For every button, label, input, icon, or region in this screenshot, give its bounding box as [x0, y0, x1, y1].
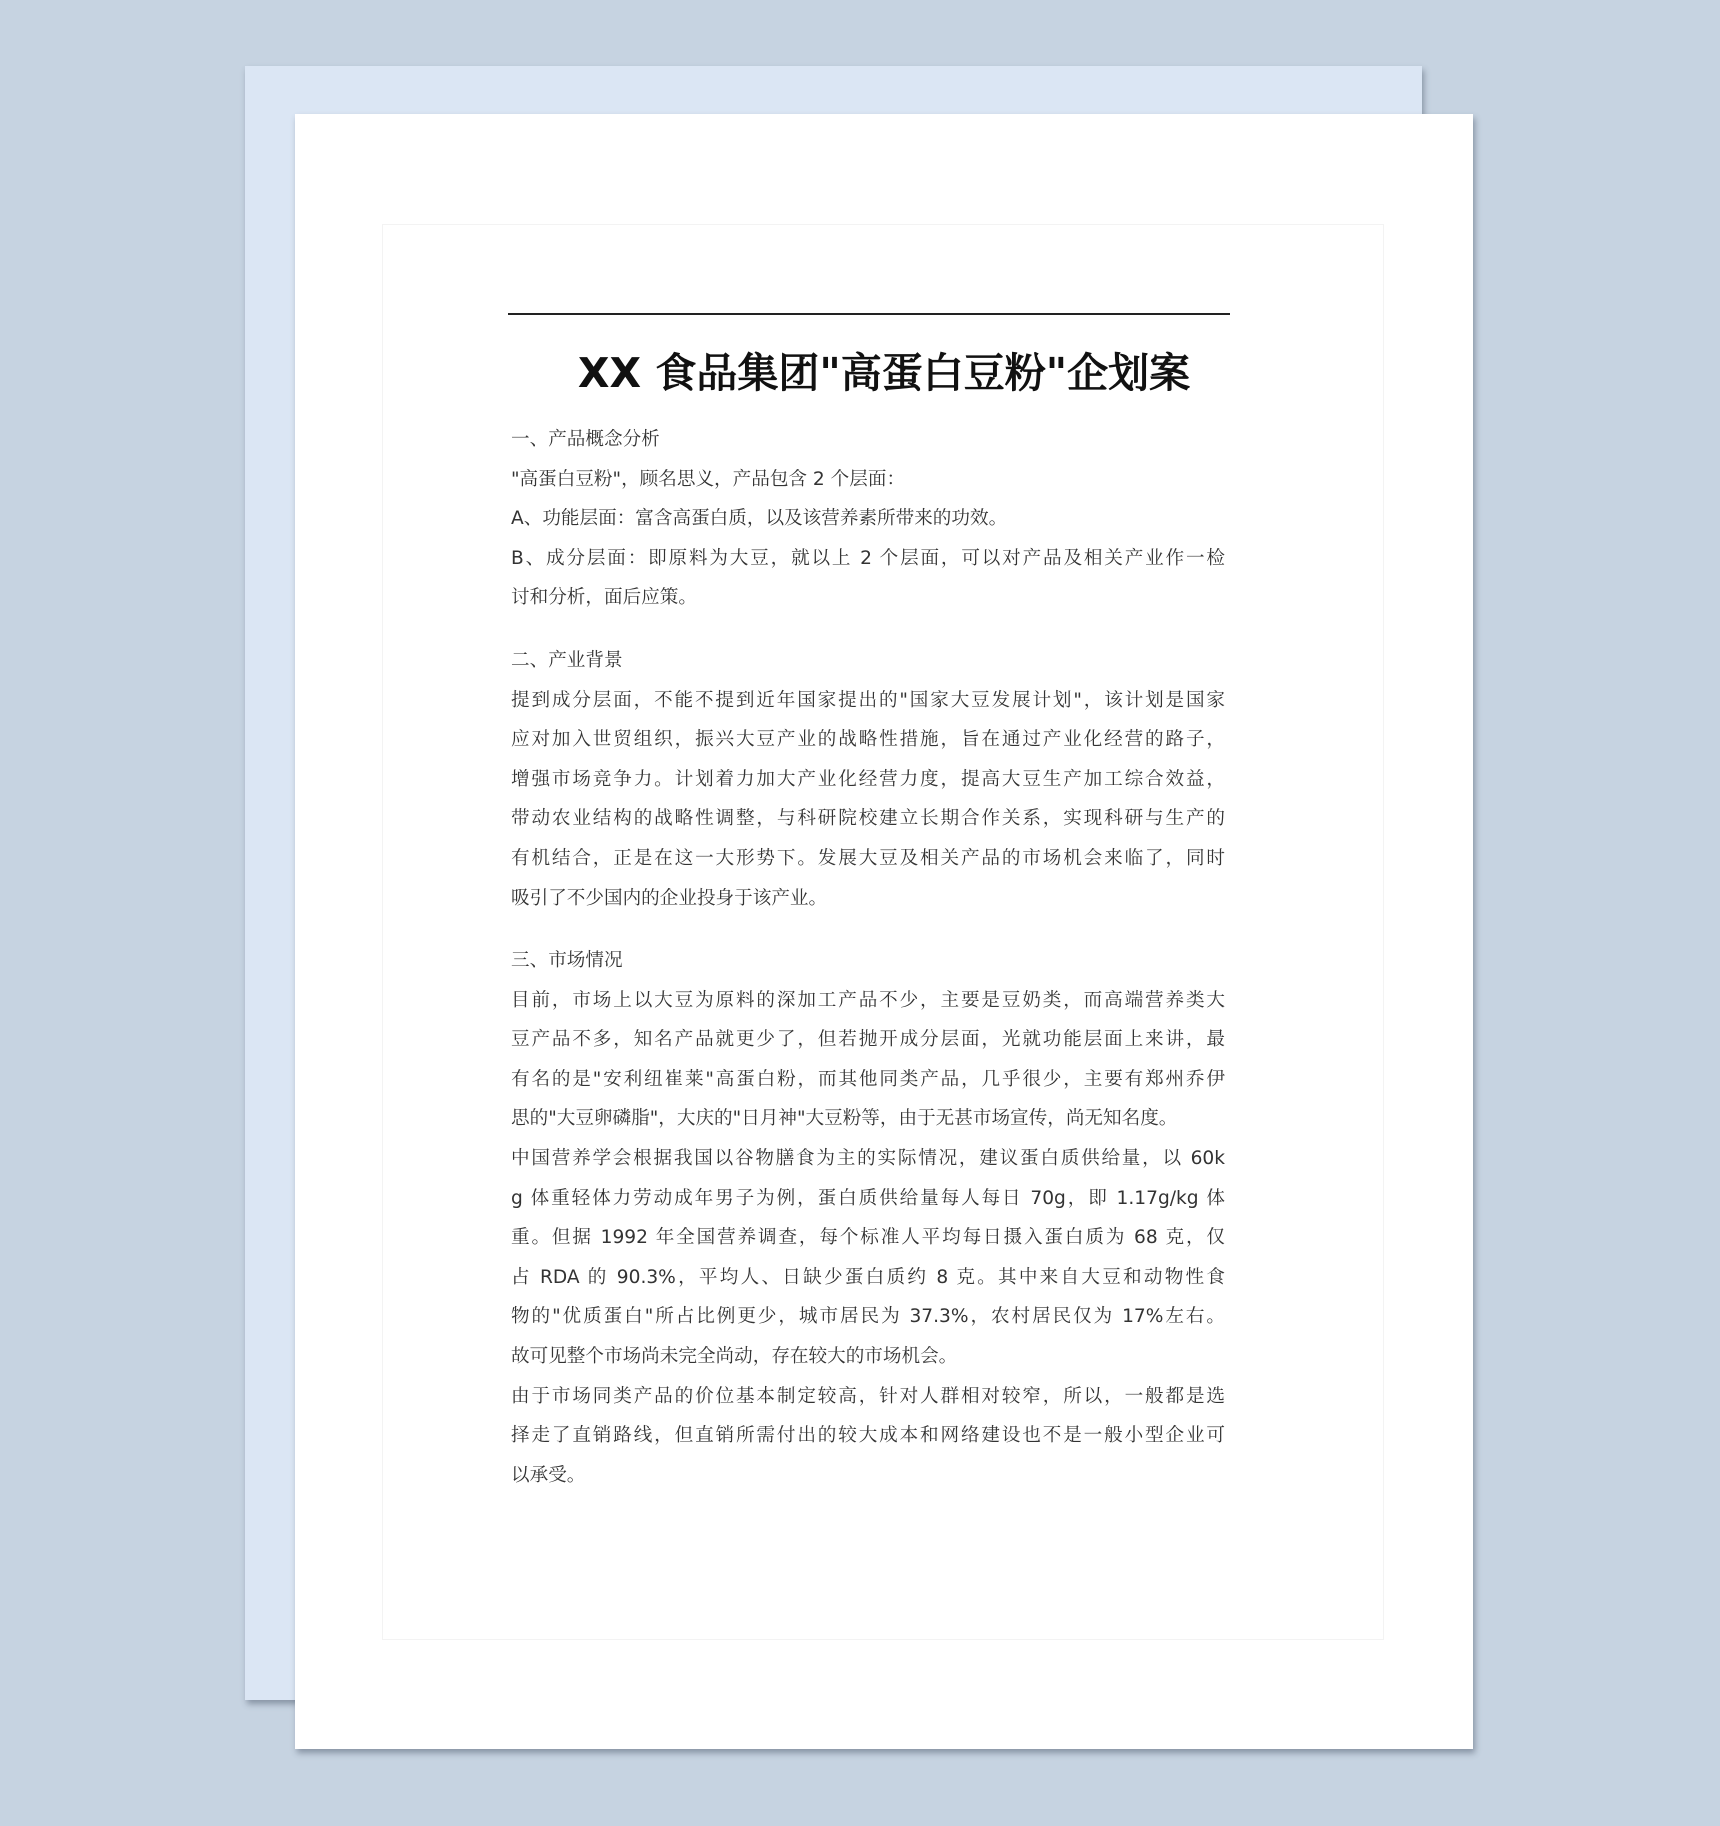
- paragraph-line: 豆产品不多，知名产品就更少了，但若抛开成分层面，光就功能层面上来讲，最: [511, 1029, 1225, 1051]
- paragraph-line: 重。但据 1992 年全国营养调查，每个标准人平均每日摄入蛋白质为 68 克，仅: [511, 1227, 1225, 1249]
- section-heading: 三、市场情况: [511, 950, 623, 971]
- document-title: [445, 344, 1323, 402]
- document-page: [295, 114, 1473, 1749]
- section-product-concept: [511, 420, 1225, 618]
- section-heading: 二、产业背景: [511, 650, 623, 671]
- paragraph-line: 由于市场同类产品的价位基本制定较高，针对人群相对较窄，所以，一般都是选: [511, 1385, 1225, 1407]
- paragraph-line: 择走了直销路线，但直销所需付出的较大成本和网络建设也不是一般小型企业可: [511, 1425, 1225, 1447]
- paragraph-line: 增强市场竞争力。计划着力加大产业化经营力度，提高大豆生产加工综合效益，: [511, 768, 1225, 790]
- header-rule: [508, 313, 1230, 315]
- paragraph-line: g 体重轻体力劳动成年男子为例，蛋白质供给量每人每日 70g，即 1.17g/kg 体: [511, 1187, 1225, 1209]
- paragraph-line: 思的"大豆卵磷脂"，大庆的"日月神"大豆粉等，由于无甚市场宣传，尚无知名度。: [511, 1108, 1178, 1130]
- paragraph-line: 讨和分析，面后应策。: [511, 587, 697, 609]
- paragraph-line: 有机结合，正是在这一大形势下。发展大豆及相关产品的市场机会来临了，同时: [511, 847, 1225, 869]
- paragraph-line: 有名的是"安利纽崔莱"高蛋白粉，而其他同类产品，几乎很少，主要有郑州乔伊: [511, 1068, 1225, 1090]
- section-heading: 一、产品概念分析: [511, 429, 660, 450]
- paragraph-line: 提到成分层面，不能不提到近年国家提出的"国家大豆发展计划"，该计划是国家: [511, 689, 1225, 711]
- paragraph-line: 以承受。: [511, 1464, 586, 1486]
- paragraph-line: 目前，市场上以大豆为原料的深加工产品不少，主要是豆奶类，而高端营养类大: [511, 989, 1225, 1011]
- paragraph-line: "高蛋白豆粉"，顾名思义，产品包含 2 个层面：: [511, 468, 906, 490]
- paragraph-line: A、功能层面：富含高蛋白质，以及该营养素所带来的功效。: [511, 508, 1008, 530]
- paragraph-line: 吸引了不少国内的企业投身于该产业。: [511, 887, 828, 909]
- paragraph-line: 带动农业结构的战略性调整，与科研院校建立长期合作关系，实现科研与生产的: [511, 808, 1225, 830]
- document-title-text: XX 食品集团"高蛋白豆粉"企划案: [577, 349, 1191, 397]
- paragraph-line: 占 RDA 的 90.3%，平均人、日缺少蛋白质约 8 克。其中来自大豆和动物性食: [511, 1266, 1225, 1288]
- paragraph-line: 应对加入世贸组织，振兴大豆产业的战略性措施，旨在通过产业化经营的路子，: [511, 729, 1225, 751]
- paragraph-line: 故可见整个市场尚未完全尚动，存在较大的市场机会。: [511, 1345, 958, 1367]
- paragraph-line: B、成分层面：即原料为大豆，就以上 2 个层面，可以对产品及相关产业作一检: [511, 547, 1225, 569]
- section-market-situation: [511, 941, 1225, 1495]
- section-industry-background: [511, 641, 1225, 918]
- paragraph-line: 物的"优质蛋白"所占比例更少，城市居民为 37.3%，农村居民仅为 17%左右。: [511, 1306, 1225, 1328]
- paragraph-line: 中国营养学会根据我国以谷物膳食为主的实际情况，建议蛋白质供给量，以 60k: [511, 1147, 1225, 1169]
